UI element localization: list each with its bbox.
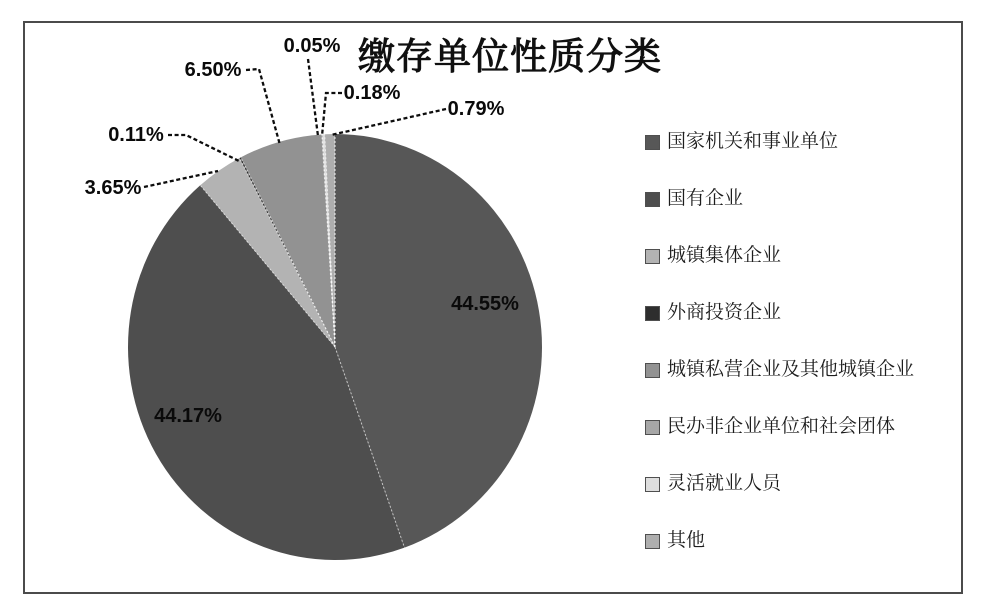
legend-label: 城镇私营企业及其他城镇企业 <box>667 359 915 380</box>
legend-item <box>645 132 975 152</box>
legend-label: 国家机关和事业单位 <box>667 131 839 152</box>
slice-value-label: 44.17% <box>154 405 222 427</box>
legend-label: 外商投资企业 <box>667 302 782 323</box>
legend-swatch <box>645 192 660 207</box>
legend-item <box>645 531 975 551</box>
legend-swatch <box>645 249 660 264</box>
slice-value-label: 44.55% <box>451 293 519 315</box>
legend-label: 灵活就业人员 <box>667 473 782 494</box>
legend-swatch <box>645 306 660 321</box>
chart-title: 缴存单位性质分类 <box>358 36 662 77</box>
legend <box>645 132 975 588</box>
legend-item <box>645 360 975 380</box>
legend-label: 国有企业 <box>667 188 744 209</box>
slice-value-label: 6.50% <box>184 59 242 81</box>
legend-item <box>645 246 975 266</box>
slice-value-label: 0.18% <box>343 82 401 104</box>
legend-item <box>645 417 975 437</box>
legend-label: 民办非企业单位和社会团体 <box>667 416 896 437</box>
slice-value-label: 3.65% <box>84 177 142 199</box>
legend-item <box>645 303 975 323</box>
legend-swatch <box>645 135 660 150</box>
leader-line <box>308 59 318 136</box>
legend-swatch <box>645 534 660 549</box>
legend-label: 其他 <box>667 530 706 551</box>
legend-label: 城镇集体企业 <box>667 245 782 266</box>
legend-swatch <box>645 363 660 378</box>
slice-value-label: 0.79% <box>447 98 505 120</box>
legend-item <box>645 474 975 494</box>
legend-swatch <box>645 420 660 435</box>
slice-value-label: 0.05% <box>283 35 341 57</box>
legend-swatch <box>645 477 660 492</box>
legend-item <box>645 189 975 209</box>
slice-value-label: 0.11% <box>108 124 164 146</box>
